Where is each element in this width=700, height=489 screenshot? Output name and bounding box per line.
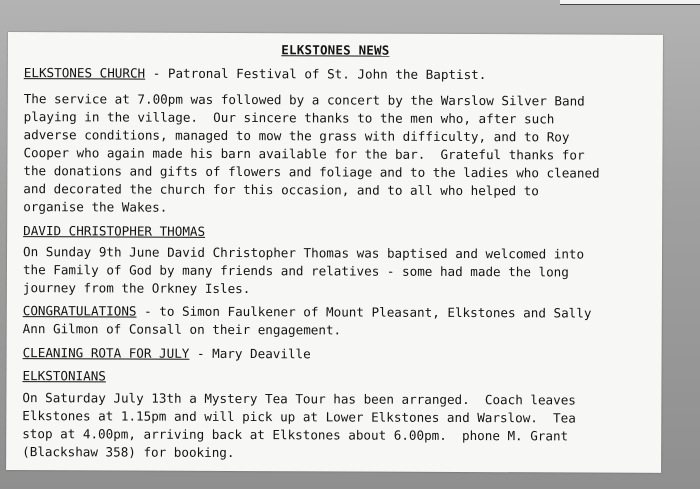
baptism-heading: DAVID CHRISTOPHER THOMAS [23,223,206,239]
church-heading-line [24,64,487,84]
elkstonians-line: stop at 4.00pm, arriving back at Elkstones about 6.00pm. phone M. Grant [22,426,569,444]
church-line: playing in the village. Our sincere thanks to the men who, after such [23,109,555,127]
church-subtitle: - Patronal Festival of St. John the Baptist. [145,65,487,83]
elkstonians-line: Elkstones at 1.15pm and will pick up at Lower Elkstones and Warslow. Tea [22,408,576,426]
church-line: organise the Wakes. [23,199,168,215]
rota-line [23,344,311,363]
congrats-heading: CONGRATULATIONS [22,303,137,319]
church-line: the donations and gifts of flowers and foliage and to the ladies who cleaned [23,163,600,181]
church-heading: ELKSTONES CHURCH [23,65,146,81]
church-line: The service at 7.00pm was followed by a concert by the Warslow Silver Band [23,91,585,109]
church-line: and decorated the church for this occasion, and to all who helped to [23,181,539,199]
rota-text: - Mary Deaville [189,345,311,362]
rota-heading: CLEANING ROTA FOR JULY [22,345,190,361]
elkstonians-line: (Blackshaw 358) for booking. [22,444,235,460]
baptism-line: the Family of God by many friends and relatives - some had made the long [22,262,569,280]
elkstonians-line: On Saturday July 13th a Mystery Tea Tour has been arranged. Coach leaves [22,390,576,408]
elkstonians-heading: ELKSTONIANS [22,368,106,384]
congrats-text: - to Simon Faulkener of Mount Pleasant, Elkstones and Sally [136,303,592,321]
baptism-line: On Sunday 9th June David Christopher Thomas was baptised and welcomed into [23,244,585,262]
newsletter-title: ELKSTONES NEWS [281,42,390,58]
congrats-line-2: Ann Gilmon of Consall on their engagement. [22,321,342,338]
church-line: adverse conditions, managed to mow the grass with difficulty, and to Roy [23,127,570,145]
newsletter-clipping [6,32,663,473]
church-line: Cooper who again made his barn available for the bar. Grateful thanks for [23,145,585,163]
adjacent-paper-edge [560,0,700,5]
baptism-line: journey from the Orkney Isles. [22,280,251,297]
